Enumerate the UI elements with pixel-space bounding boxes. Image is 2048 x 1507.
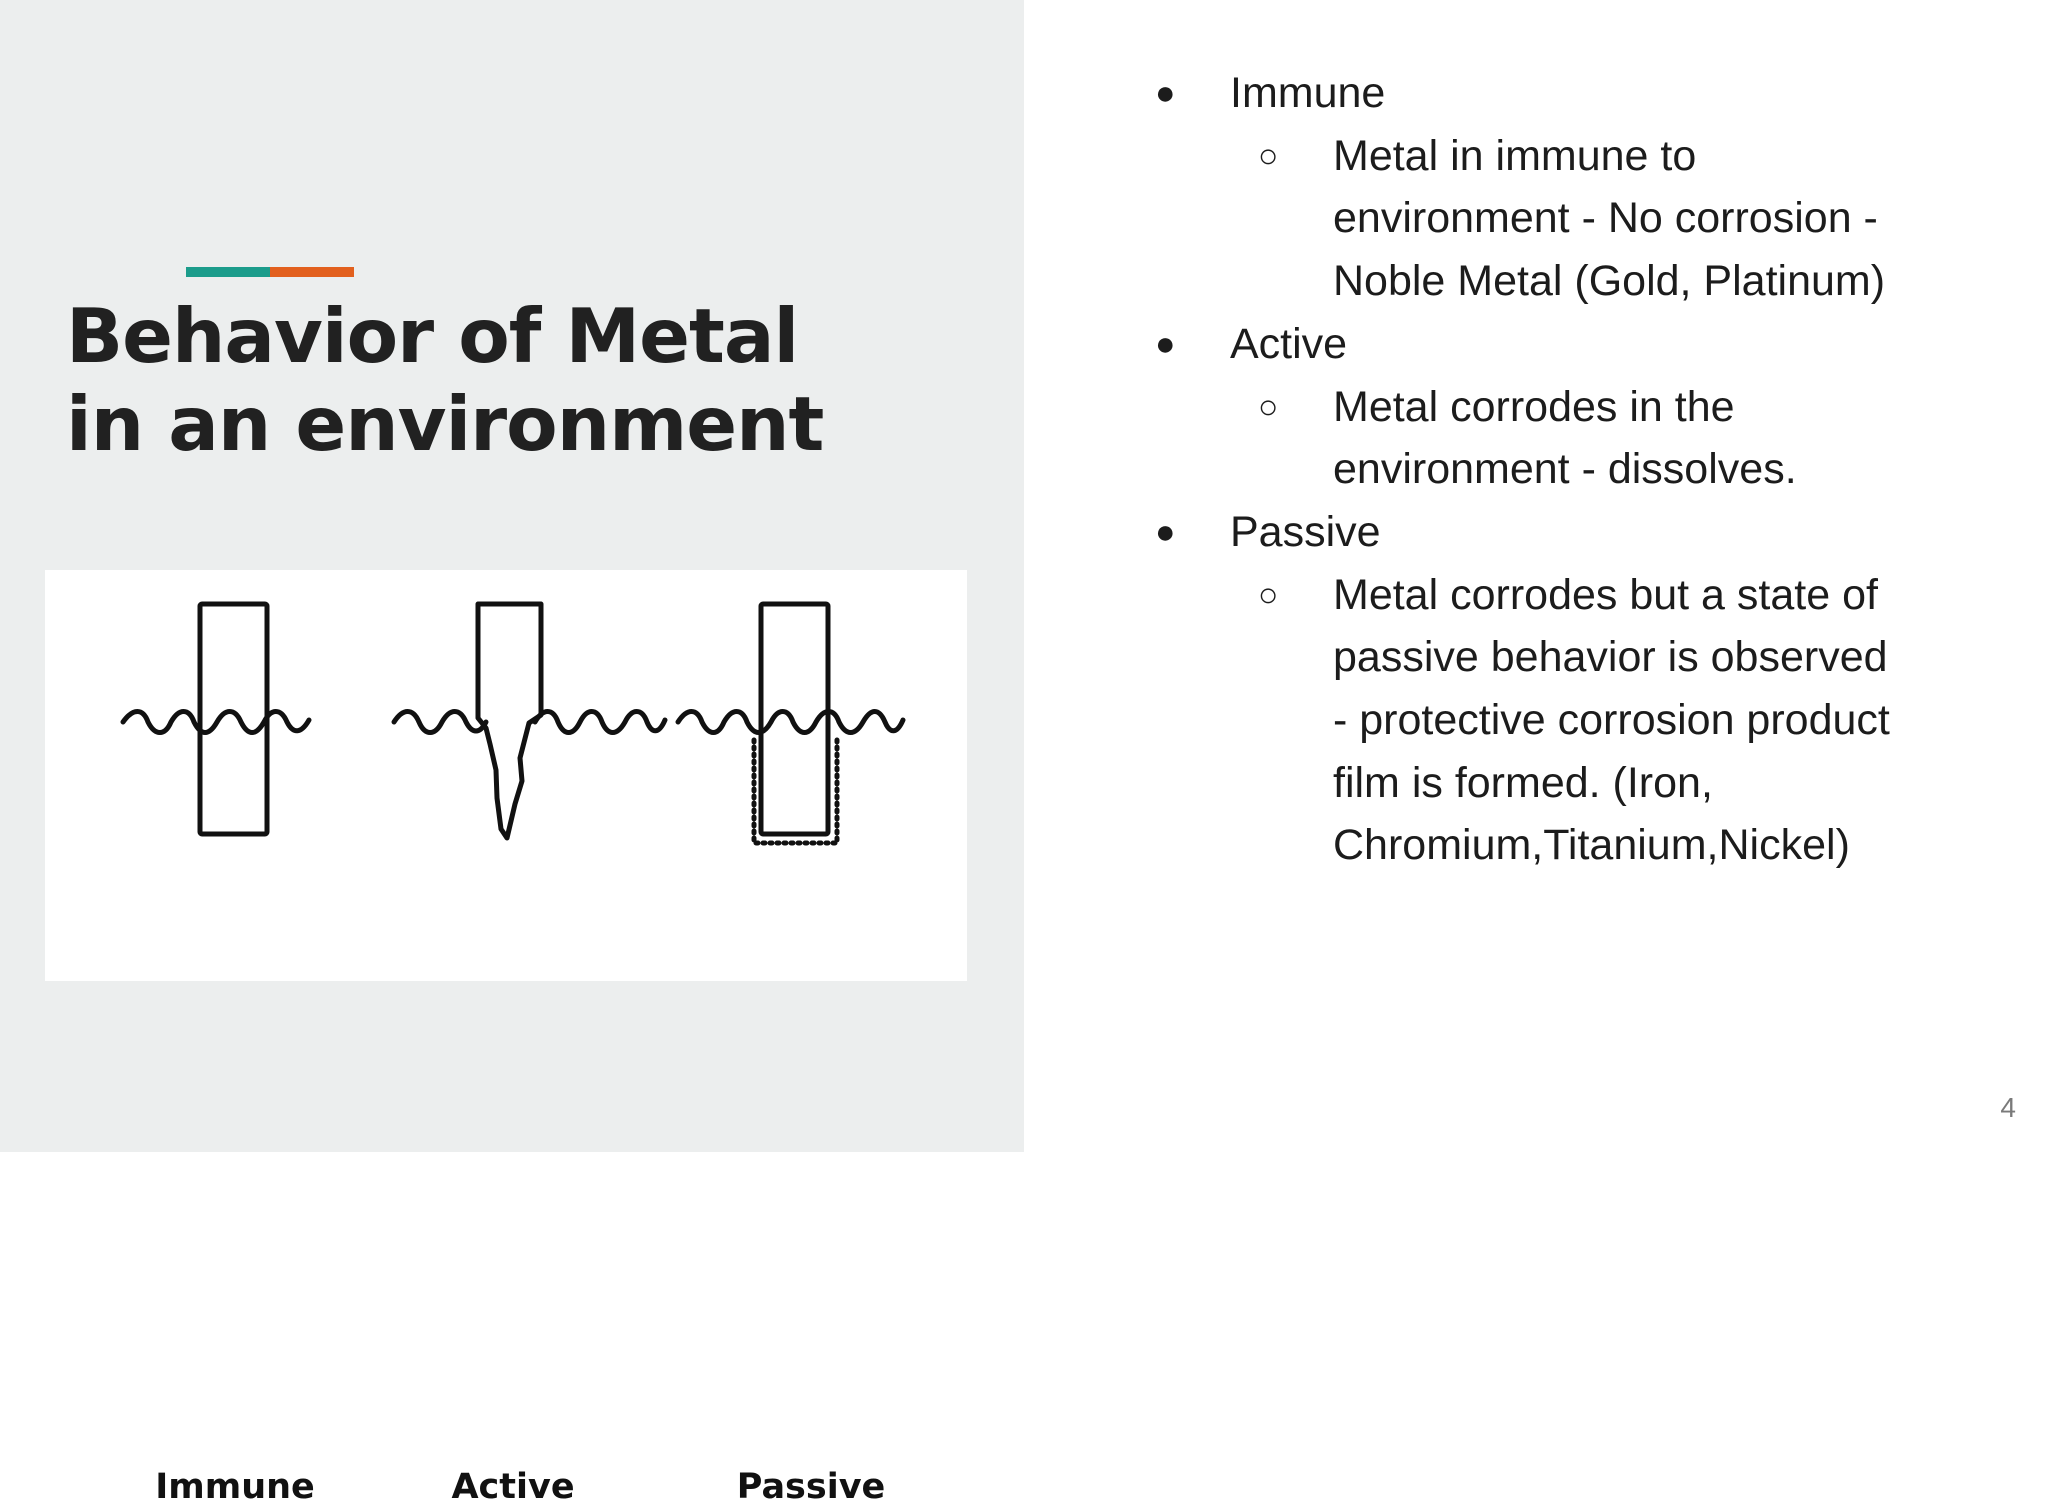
bullet-list — [1150, 62, 2010, 877]
active-water-line-right — [535, 712, 665, 733]
immune-metal-bar — [200, 604, 267, 834]
bullet-marker: ● — [1155, 512, 1176, 551]
corrosion-diagram — [45, 570, 967, 981]
figure-label-immune: Immune — [155, 1467, 315, 1507]
slide-title — [66, 292, 966, 468]
immune-water-line — [123, 712, 309, 733]
sub-bullet-marker: ○ — [1258, 387, 1279, 426]
sub-bullet-marker: ○ — [1258, 136, 1279, 175]
sub-bullet-passive — [1150, 564, 1913, 878]
sub-bullet-active — [1150, 376, 1913, 501]
bullet-marker: ● — [1155, 324, 1176, 363]
slide-title-line-2: in an environment — [66, 380, 824, 468]
accent-orange-segment — [270, 267, 354, 277]
sub-bullet-text: Metal in immune to environment - No corrosion - Noble Metal (Gold, Platinum) — [1333, 131, 1886, 306]
bullet-passive — [1150, 501, 2010, 564]
bullet-label: Active — [1230, 319, 1348, 368]
corrosion-behavior-figure — [45, 570, 967, 1507]
sub-bullet-immune — [1150, 125, 1913, 313]
accent-teal-segment — [186, 267, 270, 277]
bullet-active — [1150, 313, 2010, 376]
page-number: 4 — [2000, 1092, 2016, 1123]
figure-label-passive: Passive — [736, 1467, 886, 1507]
bullet-immune — [1150, 62, 2010, 125]
sub-bullet-text: Metal corrodes in the environment - dissolves. — [1333, 382, 1797, 494]
sub-bullet-marker: ○ — [1258, 575, 1279, 614]
bullet-marker: ● — [1155, 74, 1176, 112]
title-accent-bar — [186, 267, 354, 277]
passive-film-outline — [754, 740, 837, 843]
bullet-label: Immune — [1230, 69, 1386, 117]
passive-water-line — [678, 712, 903, 733]
figure-label-active: Active — [451, 1467, 575, 1507]
slide-title-line-1: Behavior of Metal — [66, 292, 799, 380]
active-water-line-left — [394, 712, 486, 733]
bullet-label: Passive — [1230, 507, 1381, 556]
sub-bullet-text: Metal corrodes but a state of passive behavior is observed - protective corrosion product film is formed. (Iron, Chromium,Titanium,Nickel) — [1333, 570, 1890, 870]
